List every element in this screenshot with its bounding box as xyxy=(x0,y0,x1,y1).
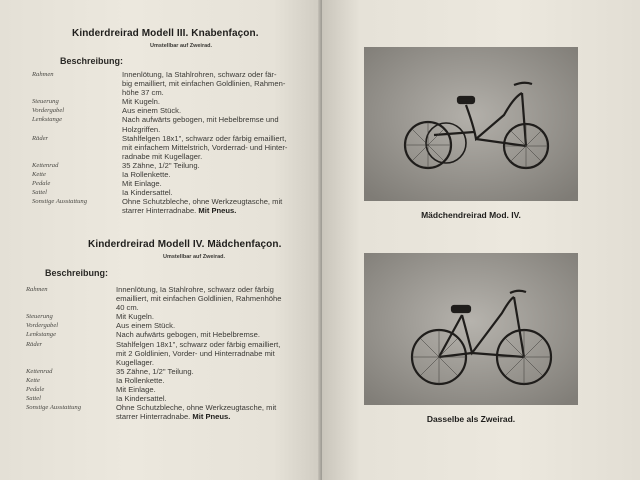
spec-row xyxy=(32,152,332,161)
spec-value: 35 Zähne, 1/2" Teilung. xyxy=(116,366,194,376)
spec-row xyxy=(32,143,332,152)
spec-value: Stahlfelgen 18x1", schwarz oder färbig emailliert, xyxy=(116,339,281,349)
spec-value-emphasis: Mit Pneus. xyxy=(190,412,231,422)
spec-label: Kette xyxy=(32,171,46,179)
spec-label: Sonstige Ausstattung xyxy=(32,198,88,206)
spec-value: Kugellager. xyxy=(116,357,154,367)
spec-label: Räder xyxy=(32,134,49,142)
spec-row xyxy=(26,303,326,312)
spec-row xyxy=(32,88,332,97)
spec-row xyxy=(32,125,332,134)
spec-row xyxy=(32,179,332,188)
spec-label: Kettenrad xyxy=(32,161,59,169)
spec-row xyxy=(32,79,332,88)
spec-value: emailliert, mit einfachen Goldlinien, Rahmenhöhe xyxy=(116,294,282,304)
spec-label: Kette xyxy=(26,376,40,384)
right-page xyxy=(322,0,640,480)
spec-value: big emailliert, mit einfachen Goldlinien, Rahmen- xyxy=(122,79,286,89)
tricycle-illustration xyxy=(364,47,578,201)
spec-row xyxy=(32,115,332,124)
spec-row xyxy=(32,97,332,106)
spec-label: Lenkstange xyxy=(26,331,57,339)
spec-value: Holzgriffen. xyxy=(122,124,161,134)
spec-row xyxy=(26,312,326,321)
spec-value: Ia Kindersattel. xyxy=(122,188,173,198)
spec-row xyxy=(32,206,332,215)
spec-row xyxy=(26,367,326,376)
spec-value: Innenlötung, Ia Stahlrohre, schwarz oder färbig xyxy=(116,285,274,294)
model-iii-title: Kinderdreirad Modell III. Knabenfaçon. xyxy=(72,28,259,39)
spec-row xyxy=(32,197,332,206)
spec-label: Vordergabel xyxy=(26,322,59,330)
spec-row xyxy=(26,403,326,412)
spec-label: Sattel xyxy=(32,189,48,197)
model-iii-heading: Beschreibung: xyxy=(60,56,124,66)
spec-label: Kettenrad xyxy=(26,367,53,375)
spec-value: mit einfachem Mittelstrich, Vorderrad- und Hinter- xyxy=(122,142,288,152)
spec-row xyxy=(32,188,332,197)
spec-value: Nach aufwärts gebogen, mit Hebelbremse. xyxy=(116,330,260,340)
model-iii-subtitle: Umstellbar auf Zweirad. xyxy=(150,43,213,49)
spec-value-emphasis: Mit Pneus. xyxy=(196,206,237,216)
tricycle-photo xyxy=(364,47,578,201)
model-iv-subtitle: Umstellbar auf Zweirad. xyxy=(163,254,226,260)
spec-row xyxy=(26,358,326,367)
tricycle-caption: Mädchendreirad Mod. IV. xyxy=(421,210,521,220)
spec-label: Pedale xyxy=(32,180,51,188)
spec-value: höhe 37 cm. xyxy=(122,88,164,98)
model-iii-spec-list xyxy=(32,70,332,216)
spec-label: Sonstige Ausstattung xyxy=(26,404,82,412)
spec-row xyxy=(26,376,326,385)
spec-label: Räder xyxy=(26,340,43,348)
spec-label: Rahmen xyxy=(32,71,54,78)
spec-label: Rahmen xyxy=(26,286,48,293)
spec-value: Stahlfelgen 18x1", schwarz oder färbig emailliert, xyxy=(122,133,287,143)
spec-value: radnabe mit Kugellager. xyxy=(122,151,203,161)
model-iv-title: Kinderdreirad Modell IV. Mädchenfaçon. xyxy=(88,239,282,250)
spec-value: mit 2 Goldlinien, Vorder- und Hinterradnabe mit xyxy=(116,348,275,358)
spec-row xyxy=(26,294,326,303)
spec-label: Steuerung xyxy=(32,98,59,106)
spec-label: Steuerung xyxy=(26,313,53,321)
spec-value: Mit Kugeln. xyxy=(122,97,160,107)
spec-row xyxy=(32,106,332,115)
spec-row xyxy=(26,285,326,294)
bicycle-photo xyxy=(364,253,578,405)
spec-value: Innenlötung, Ia Stahlrohren, schwarz oder fär- xyxy=(122,70,277,79)
spec-value: Ohne Schutzbleche, ohne Werkzeugtasche, mit xyxy=(116,403,277,413)
spec-row xyxy=(26,330,326,339)
model-iv-heading: Beschreibung: xyxy=(45,268,109,278)
spec-value: starrer Hinterradnabe. Mit Pneus. xyxy=(122,206,237,216)
spec-row xyxy=(26,321,326,330)
spec-value: Mit Kugeln. xyxy=(116,312,154,322)
spec-value: Mit Einlage. xyxy=(116,385,156,395)
spec-row xyxy=(32,161,332,170)
spec-row xyxy=(26,394,326,403)
spec-value: Nach aufwärts gebogen, mit Hebelbremse und xyxy=(122,115,279,125)
bicycle-caption: Dasselbe als Zweirad. xyxy=(426,414,516,424)
spec-value: 40 cm. xyxy=(116,303,139,313)
spec-value: 35 Zähne, 1/2" Teilung. xyxy=(122,160,200,170)
spec-row xyxy=(32,170,332,179)
spec-label: Sattel xyxy=(26,395,42,403)
spec-value: Aus einem Stück. xyxy=(116,321,176,331)
spec-value: Ia Rollenkette. xyxy=(122,170,171,180)
spec-value: Aus einem Stück. xyxy=(122,106,182,116)
spec-row xyxy=(32,134,332,143)
spec-label: Pedale xyxy=(26,386,45,394)
spec-value: Ohne Schutzbleche, ohne Werkzeugtasche, mit xyxy=(122,197,283,207)
spec-value: Ia Rollenkette. xyxy=(116,375,165,385)
spec-row xyxy=(26,385,326,394)
model-iv-spec-list xyxy=(26,285,326,421)
spec-value: Mit Einlage. xyxy=(122,179,162,189)
spec-row xyxy=(32,70,332,79)
spec-value: Ia Kindersattel. xyxy=(116,394,167,404)
spec-label: Lenkstange xyxy=(32,116,63,124)
spec-row xyxy=(26,340,326,349)
spec-value: starrer Hinterradnabe. Mit Pneus. xyxy=(116,412,231,422)
spec-row xyxy=(26,412,326,421)
bicycle-illustration xyxy=(364,253,578,405)
spec-row xyxy=(26,349,326,358)
spec-label: Vordergabel xyxy=(32,107,65,115)
